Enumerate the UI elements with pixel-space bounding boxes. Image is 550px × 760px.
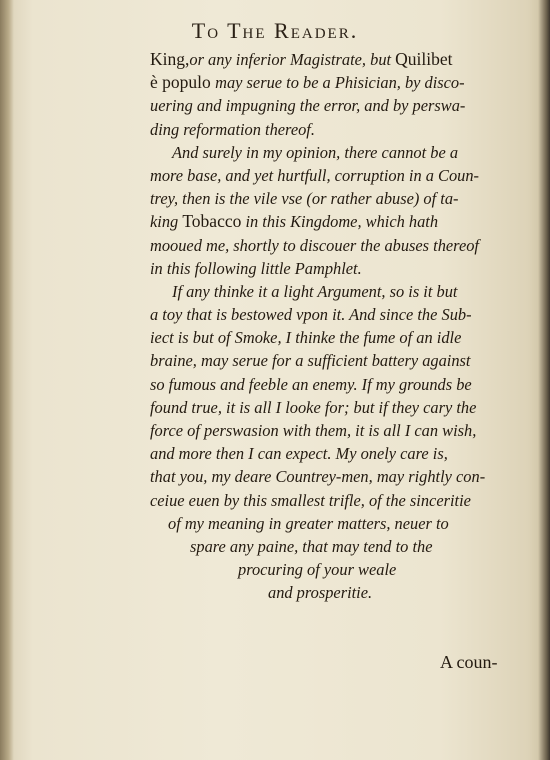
italic-text: iect is but of Smoke, I thinke the fume of an idle <box>150 328 462 348</box>
text-line <box>150 489 520 512</box>
body-text <box>150 48 520 605</box>
italic-text: of my meaning in greater matters, neuer to <box>168 513 449 533</box>
italic-text: a toy that is bestowed vpon it. And since the Sub- <box>150 305 472 325</box>
text-line <box>150 442 520 465</box>
catchword: A coun- <box>440 652 498 672</box>
text-line <box>150 94 520 117</box>
italic-text: may serue to be a Phisician, by disco- <box>215 73 465 93</box>
italic-text: found true, it is all I looke for; but if they cary the <box>150 397 477 417</box>
text-line <box>150 373 520 396</box>
italic-text: more base, and yet hurtfull, corruption in a Coun- <box>150 165 480 185</box>
italic-text: procuring of your weale <box>238 560 397 580</box>
roman-text: Tobacco <box>182 211 242 232</box>
text-line <box>150 512 520 535</box>
roman-text: è populo <box>150 72 216 93</box>
italic-text: spare any paine, that may tend to the <box>190 536 433 556</box>
text-line <box>150 210 520 233</box>
text-line <box>150 187 520 210</box>
italic-text: that you, my deare Countrey-men, may rightly con- <box>150 467 486 487</box>
running-header: To The Reader. <box>191 18 359 43</box>
text-line <box>150 465 520 488</box>
italic-text: force of perswasion with them, it is all I can wish, <box>150 421 477 440</box>
italic-text: so fumous and feeble an enemy. If my grounds be <box>150 374 472 394</box>
roman-text: Quilibet <box>395 49 453 69</box>
text-line <box>150 535 520 558</box>
text-line <box>150 118 520 141</box>
text-line <box>150 419 520 442</box>
italic-text: trey, then is the vile vse (or rather abuse) of ta- <box>150 189 459 209</box>
italic-text: in this following little Pamphlet. <box>150 258 362 278</box>
italic-text: or any inferior Magistrate, but <box>189 50 396 69</box>
italic-text: in this Kingdome, which hath <box>241 212 439 232</box>
text-line <box>150 257 520 280</box>
italic-text: king <box>150 212 183 232</box>
italic-text: And surely in my opinion, there cannot be a <box>172 142 459 162</box>
text-line <box>150 280 520 303</box>
italic-text: and prosperitie. <box>268 583 373 603</box>
italic-text: and more then I can expect. My onely care is, <box>150 444 448 464</box>
text-line <box>150 303 520 326</box>
italic-text: braine, may serue for a sufficient battery against <box>150 351 471 371</box>
text-line <box>150 141 520 164</box>
text-line <box>150 349 520 372</box>
text-line <box>150 326 520 349</box>
text-line <box>150 396 520 419</box>
text-line <box>150 164 520 187</box>
italic-text: ceiue euen by this smallest trifle, of the sinceritie <box>150 490 471 510</box>
text-line <box>150 71 520 94</box>
roman-text: King, <box>150 49 190 69</box>
italic-text: mooued me, shortly to discouer the abuses thereof <box>150 235 479 255</box>
italic-text: If any thinke it a light Argument, so is it but <box>172 281 458 301</box>
text-line <box>150 558 520 581</box>
page-edge-shadow <box>538 0 550 760</box>
text-line <box>150 48 520 71</box>
italic-text: ding reformation thereof. <box>150 119 315 139</box>
text-line <box>150 581 520 604</box>
binding-gutter <box>0 0 14 760</box>
text-line <box>150 234 520 257</box>
italic-text: uering and impugning the error, and by perswa- <box>150 96 466 116</box>
